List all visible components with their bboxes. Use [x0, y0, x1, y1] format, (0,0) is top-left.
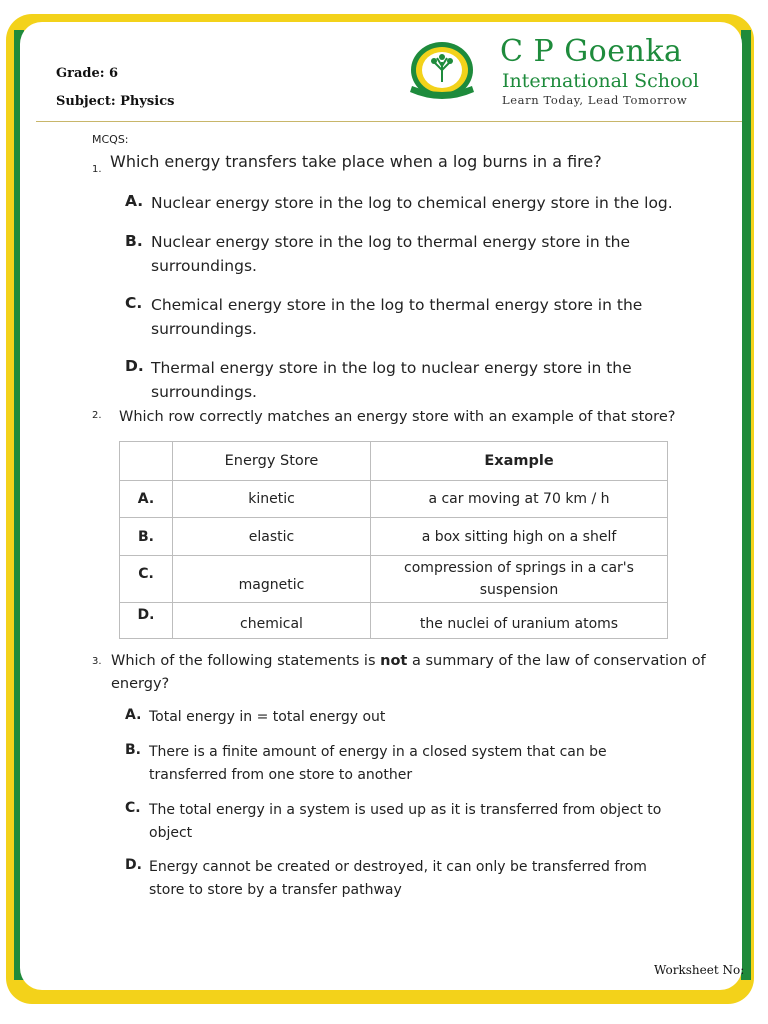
option-letter: D.	[125, 857, 142, 873]
table-header-cell	[120, 442, 173, 481]
option-letter: A.	[125, 192, 144, 210]
page-frame-green-right	[741, 30, 751, 980]
table-cell-example-line: compression of springs in a car's	[404, 560, 634, 576]
table-cell-example	[371, 556, 668, 603]
table-row[interactable]	[120, 481, 668, 518]
table-cell-store: kinetic	[173, 481, 371, 518]
question-3-emphasis: not	[380, 653, 408, 669]
table-cell-example-line: suspension	[479, 582, 559, 598]
option-letter: A.	[125, 707, 142, 723]
option-text: Energy cannot be created or destroyed, it can only be transferred from	[149, 859, 647, 875]
option-text: Nuclear energy store in the log to chemical energy store in the log.	[151, 194, 673, 212]
option-text: surroundings.	[151, 320, 257, 338]
grade-label: Grade: 6	[56, 66, 119, 81]
table-header-row	[120, 442, 668, 481]
option-letter: D.	[125, 357, 144, 375]
option-letter: C.	[125, 294, 143, 312]
school-seal-logo	[402, 40, 482, 106]
option-text: Chemical energy store in the log to thermal energy store in the	[151, 296, 643, 314]
option-text: transferred from one store to another	[149, 767, 413, 783]
table-cell-letter: A.	[120, 481, 173, 518]
question-3-text	[111, 650, 711, 696]
question-3-text-part: Which of the following statements is	[111, 653, 381, 669]
question-1-text: Which energy transfers take place when a log burns in a fire?	[110, 152, 602, 171]
option-text: object	[149, 825, 193, 841]
table-cell-example: a box sitting high on a shelf	[371, 518, 668, 556]
table-cell-example: the nuclei of uranium atoms	[371, 603, 668, 639]
table-header-cell: Example	[371, 442, 668, 481]
header-divider	[36, 121, 742, 122]
option-letter: B.	[125, 742, 141, 758]
school-tagline: Learn Today, Lead Tomorrow	[502, 93, 688, 107]
school-name: C P Goenka	[500, 34, 683, 69]
table-cell-letter: B.	[120, 518, 173, 556]
question-2-number: 2.	[92, 410, 102, 421]
option-text: There is a finite amount of energy in a closed system that can be	[149, 744, 607, 760]
section-label: MCQS:	[92, 133, 129, 146]
table-row[interactable]	[120, 518, 668, 556]
table-cell-store: chemical	[173, 603, 371, 639]
school-type: International School	[502, 70, 699, 92]
option-text: Thermal energy store in the log to nuclear energy store in the	[151, 359, 632, 377]
subject-label: Subject: Physics	[56, 94, 175, 109]
table-row[interactable]	[120, 603, 668, 639]
option-text: Nuclear energy store in the log to thermal energy store in the	[151, 233, 631, 251]
question-2-text: Which row correctly matches an energy store with an example of that store?	[119, 409, 676, 425]
table-header-cell: Energy Store	[173, 442, 371, 481]
question-3-text-part: a summary of the law of conservation of energy?	[111, 653, 706, 692]
option-letter: B.	[125, 232, 143, 250]
table-cell-store: elastic	[173, 518, 371, 556]
option-text: Total energy in = total energy out	[149, 709, 386, 725]
table-cell-store: magnetic	[173, 556, 371, 603]
option-text: The total energy in a system is used up as it is transferred from object to	[149, 802, 662, 818]
energy-store-table	[119, 441, 668, 639]
question-3-number: 3.	[92, 656, 102, 667]
table-cell-letter: D.	[120, 603, 173, 639]
question-1-number: 1.	[92, 164, 102, 175]
table-cell-letter: C.	[120, 556, 173, 603]
option-text: store to store by a transfer pathway	[149, 882, 402, 898]
option-text: surroundings.	[151, 383, 257, 401]
worksheet-number-label: Worksheet No:	[654, 963, 745, 977]
table-row[interactable]	[120, 556, 668, 603]
table-cell-example: a car moving at 70 km / h	[371, 481, 668, 518]
option-letter: C.	[125, 800, 141, 816]
option-text: surroundings.	[151, 257, 257, 275]
